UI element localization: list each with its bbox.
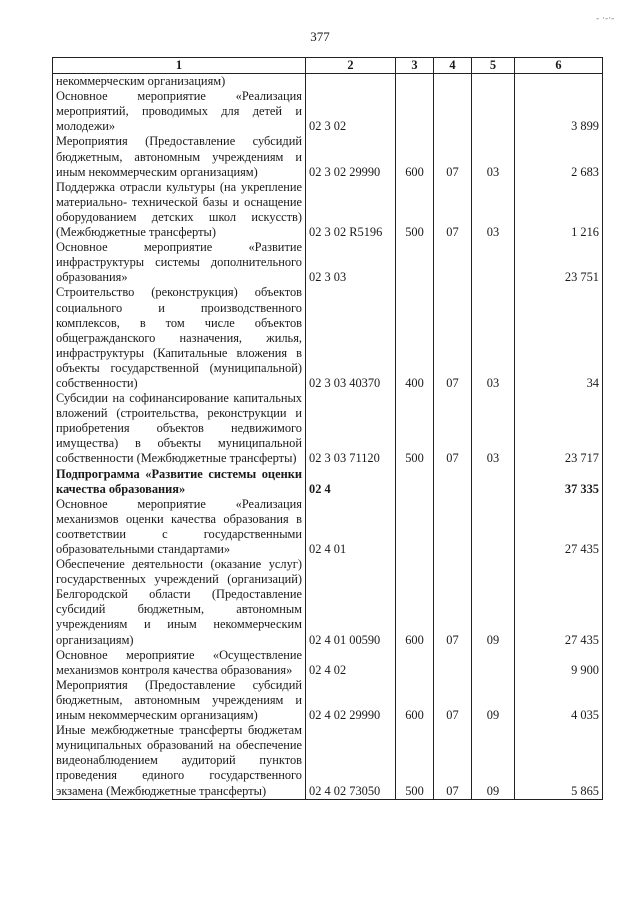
table-row [53,648,603,678]
row-amount-cell: 3 899 [515,89,603,134]
row-type-cell: 500 [396,180,434,240]
row-code-cell: 02 3 03 40370 [306,285,396,391]
table-row [53,557,603,648]
header-col-3: 3 [396,58,434,74]
table-row [53,240,603,285]
row-code-cell: 02 4 01 [306,497,396,557]
row-type-cell [396,467,434,497]
table-row [53,74,603,90]
row-name-cell: Подпрограмма «Развитие системы оценки качества образования» [53,467,306,497]
row-subsection-cell [472,497,515,557]
row-amount-cell: 4 035 [515,678,603,723]
row-section-cell: 07 [434,678,472,723]
row-subsection-cell: 03 [472,285,515,391]
header-col-5: 5 [472,58,515,74]
row-code-cell: 02 3 02 [306,89,396,134]
row-amount-cell: 27 435 [515,557,603,648]
row-name-cell: Субсидии на софинансирование капитальных вложений (строительства, реконструкции и приобретения объектов недвижимого имущества) в объекты муниципальной собственности (Межбюджетные трансферты) [53,391,306,466]
table-row [53,285,603,391]
row-code-cell: 02 4 02 73050 [306,723,396,799]
row-type-cell: 600 [396,134,434,179]
row-name-cell: Мероприятия (Предоставление субсидий бюджетным, автономным учреждениям и иным некоммерческим организациям) [53,678,306,723]
row-name-cell: Основное мероприятие «Осуществление механизмов контроля качества образования» [53,648,306,678]
row-subsection-cell: 03 [472,391,515,466]
row-name-cell: Обеспечение деятельности (оказание услуг) государственных учреждений (организаций) Белгородской области (Предоставление субсидий бюджетным, автономным учреждениям и иным некоммерческим организациям) [53,557,306,648]
row-subsection-cell: 09 [472,557,515,648]
row-subsection-cell [472,74,515,90]
row-type-cell [396,648,434,678]
row-type-cell: 500 [396,723,434,799]
header-col-6: 6 [515,58,603,74]
scan-artifact: - ·-·- [596,14,615,24]
row-name-cell: Основное мероприятие «Реализация механизмов оценки качества образования в соответствии с государственными образовательными стандартами» [53,497,306,557]
row-code-cell: 02 3 02 29990 [306,134,396,179]
header-col-4: 4 [434,58,472,74]
row-type-cell: 400 [396,285,434,391]
row-section-cell: 07 [434,723,472,799]
row-amount-cell: 2 683 [515,134,603,179]
row-amount-cell: 1 216 [515,180,603,240]
row-subsection-cell: 03 [472,180,515,240]
row-amount-cell: 9 900 [515,648,603,678]
table-row [53,89,603,134]
row-code-cell [306,74,396,90]
row-name-cell: Мероприятия (Предоставление субсидий бюджетным, автономным учреждениям и иным некоммерческим организациям) [53,134,306,179]
header-col-1: 1 [53,58,306,74]
row-name-cell: Поддержка отрасли культуры (на укрепление материально- технической базы и оснащение оборудованием детских школ искусств) (Межбюджетные трансферты) [53,180,306,240]
row-type-cell [396,240,434,285]
row-type-cell: 600 [396,678,434,723]
row-code-cell: 02 4 02 [306,648,396,678]
row-section-cell [434,497,472,557]
row-code-cell: 02 4 [306,467,396,497]
row-type-cell [396,497,434,557]
row-amount-cell: 5 865 [515,723,603,799]
row-section-cell [434,648,472,678]
row-name-cell: Иные межбюджетные трансферты бюджетам муниципальных образований на обеспечение видеонаблюдением аудиторий пунктов проведения единого государственного экзамена (Межбюджетные трансферты) [53,723,306,799]
row-subsection-cell [472,89,515,134]
row-section-cell: 07 [434,134,472,179]
row-subsection-cell: 09 [472,723,515,799]
row-amount-cell: 37 335 [515,467,603,497]
row-section-cell: 07 [434,180,472,240]
row-type-cell: 500 [396,391,434,466]
row-section-cell: 07 [434,391,472,466]
table-row [53,723,603,799]
row-section-cell [434,467,472,497]
row-amount-cell [515,74,603,90]
row-name-cell: Основное мероприятие «Развитие инфраструктуры системы дополнительного образования» [53,240,306,285]
row-amount-cell: 23 717 [515,391,603,466]
row-subsection-cell: 03 [472,134,515,179]
row-type-cell: 600 [396,557,434,648]
row-subsection-cell: 09 [472,678,515,723]
row-code-cell: 02 3 03 71120 [306,391,396,466]
page-number: 377 [310,29,330,44]
row-amount-cell: 34 [515,285,603,391]
row-code-cell: 02 3 03 [306,240,396,285]
row-section-cell [434,89,472,134]
budget-table [52,57,603,800]
row-section-cell: 07 [434,285,472,391]
row-type-cell [396,74,434,90]
row-subsection-cell [472,240,515,285]
header-col-2: 2 [306,58,396,74]
row-subsection-cell [472,467,515,497]
row-subsection-cell [472,648,515,678]
table-row [53,180,603,240]
row-section-cell: 07 [434,557,472,648]
table-row [53,467,603,497]
table-header-row [53,58,603,74]
row-section-cell [434,74,472,90]
table-row [53,678,603,723]
row-section-cell [434,240,472,285]
row-name-cell: Основное мероприятие «Реализация мероприятий, проводимых для детей и молодежи» [53,89,306,134]
table-row [53,497,603,557]
row-amount-cell: 23 751 [515,240,603,285]
row-name-cell: Строительство (реконструкция) объектов социального и производственного комплексов, в том числе объектов общегражданского назначения, жилья, инфраструктуры (Капитальные вложения в объекты государственной (муниципальной) собственности) [53,285,306,391]
row-type-cell [396,89,434,134]
table-row [53,134,603,179]
row-name-cell: некоммерческим организациям) [53,74,306,90]
row-code-cell: 02 4 02 29990 [306,678,396,723]
table-row [53,391,603,466]
row-amount-cell: 27 435 [515,497,603,557]
row-code-cell: 02 4 01 00590 [306,557,396,648]
row-code-cell: 02 3 02 R5196 [306,180,396,240]
table-body [53,74,603,800]
